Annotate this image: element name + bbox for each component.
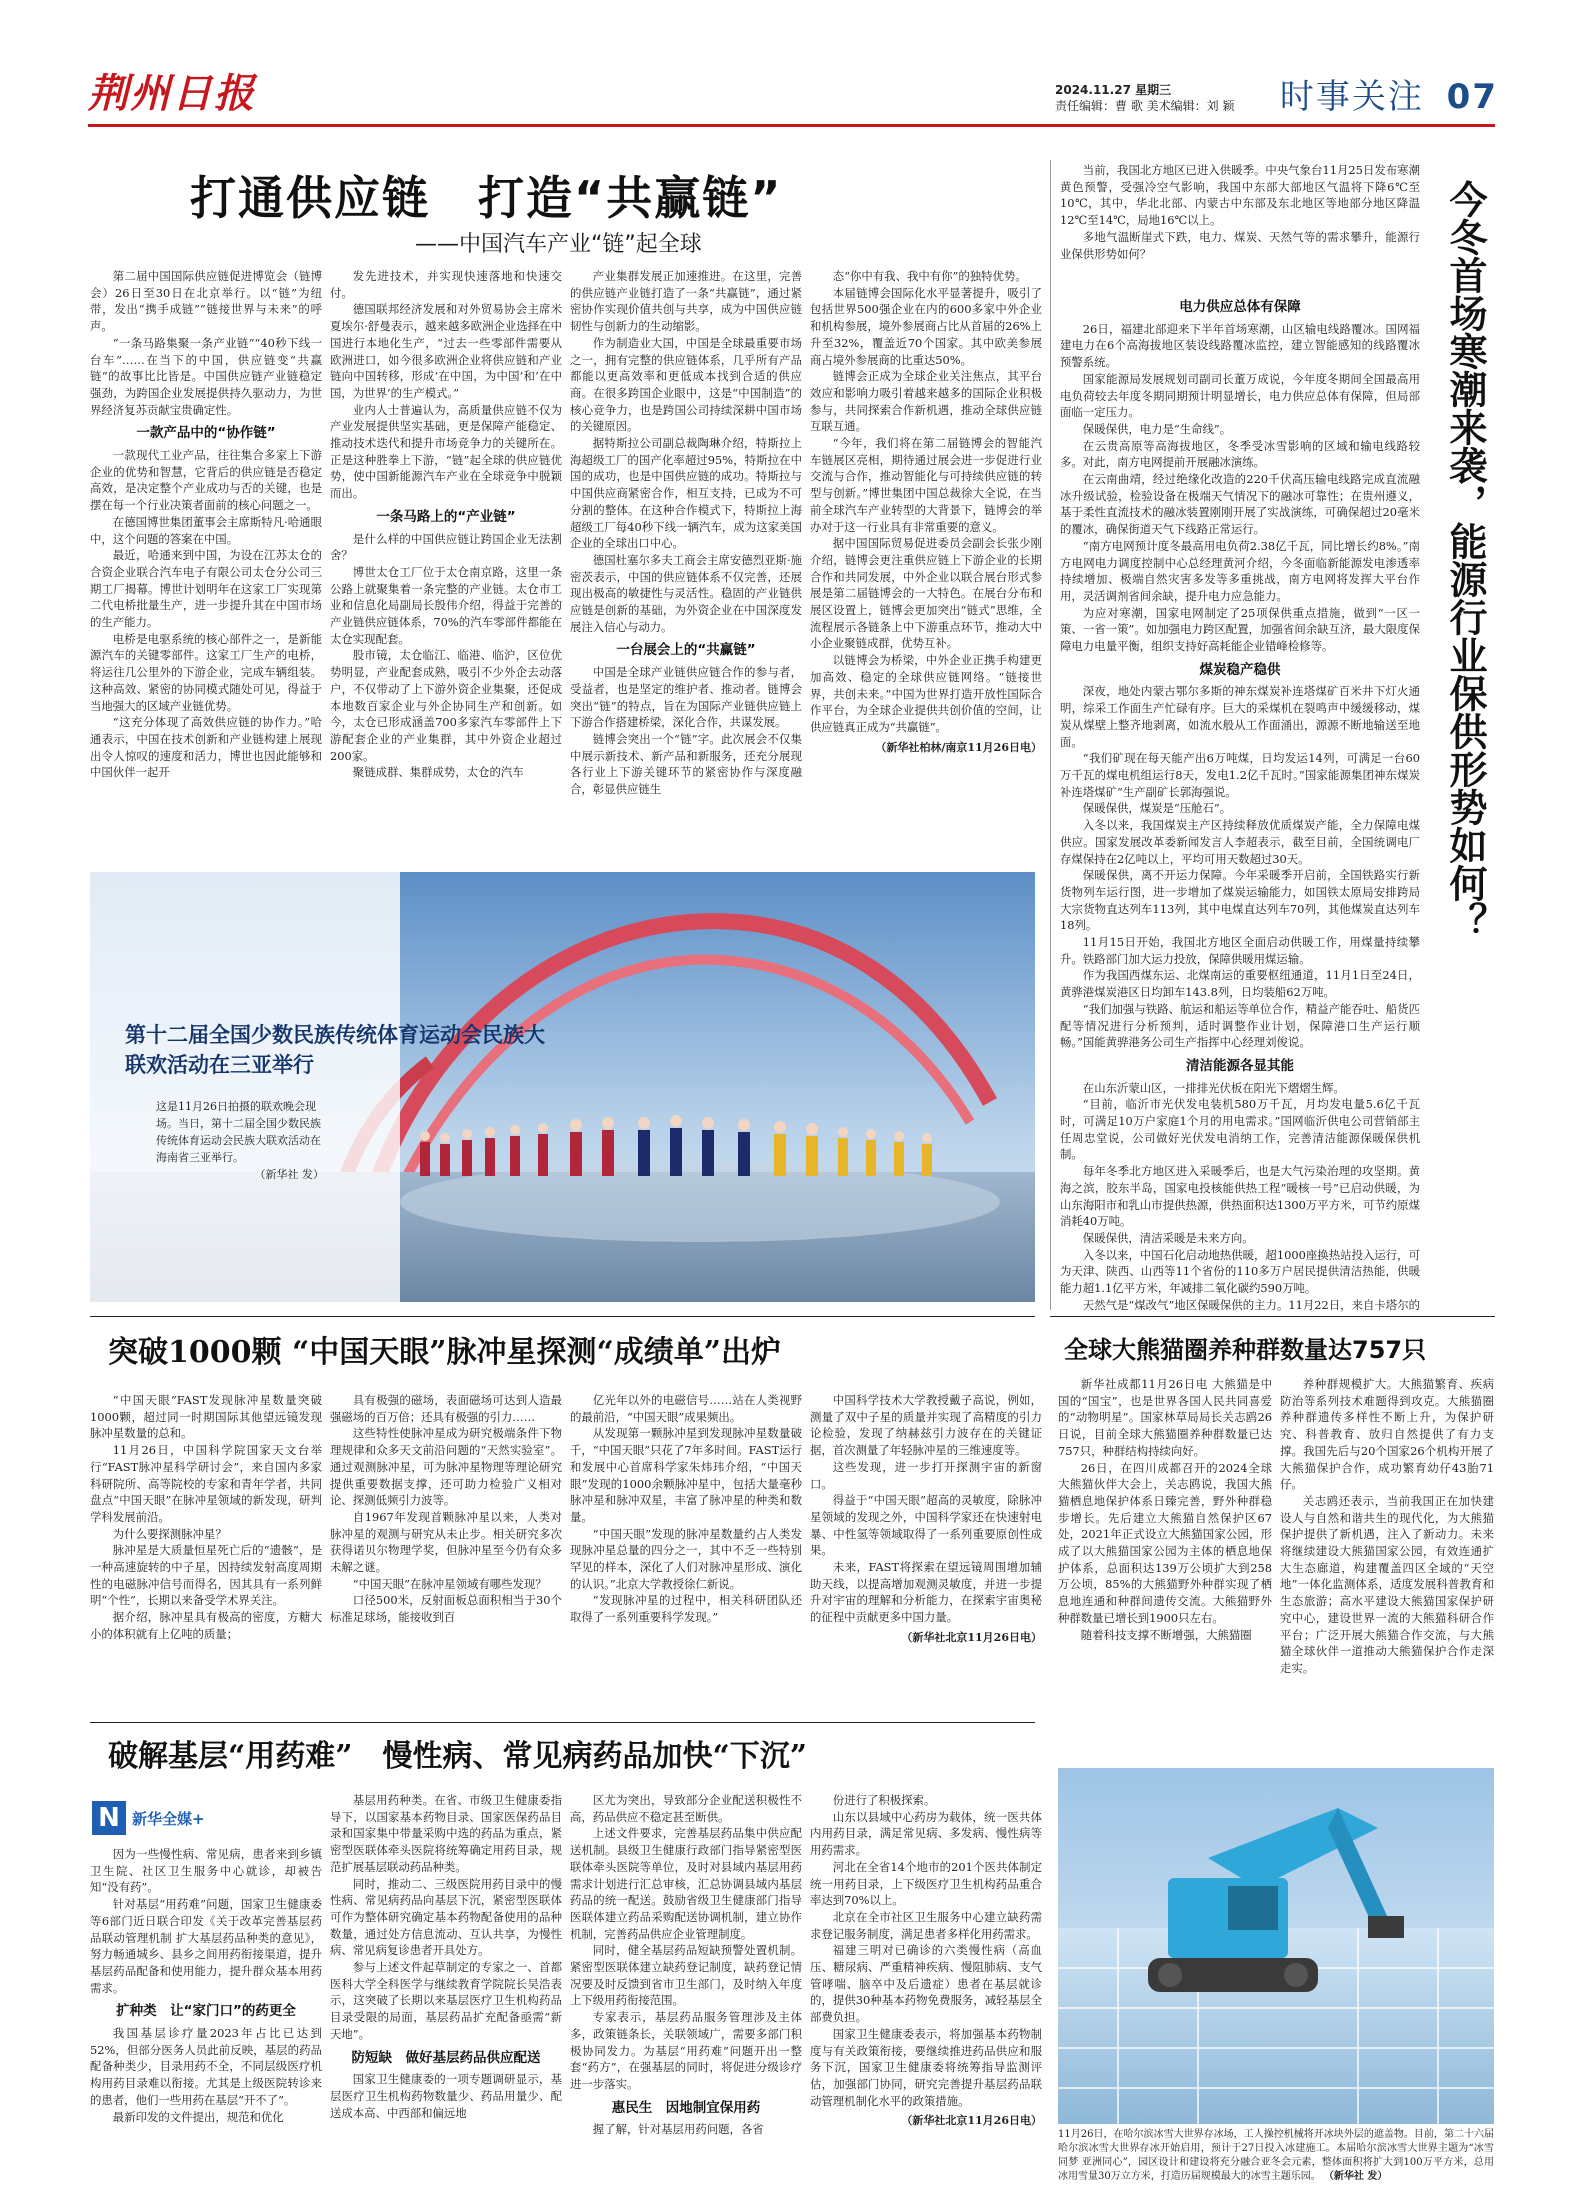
paragraph: 专家表示，基层药品服务管理涉及主体多，政策链条长，关联领域广，需要多部门积极协同发力。为基层“用药难”问题开出一整套“药方”，在强基层的同时，将促进分级诊疗进一步落实。 (570, 2010, 802, 2091)
paragraph: 同时，推动二、三级医院用药目录中的慢性病、常见病药品向基层下沉，紧密型医联体可作为整体研究确定基本药物配备使用的品种数量，通过处方信息流动、互认共享，为慢性病、常见病复诊患者开具处方。 (330, 1876, 562, 1958)
photo1-title: 第十二届全国少数民族传统体育运动会民族大联欢活动在三亚举行 (125, 1022, 545, 1077)
article2-subhead-1: 电力供应总体有保障 (1179, 299, 1301, 315)
divider (1050, 1316, 1495, 1317)
paragraph: 一款现代工业产品，往往集合多家上下游企业的优势和智慧，它背后的供应链是否稳定高效，是决定整个产业成功与否的关键，也是摆在每一个行业决策者面前的核心问题之一。 (90, 448, 322, 513)
column-divider (1050, 160, 1051, 1310)
editors-line: 责任编辑：曹 歌 美术编辑：刘 颖 (1055, 99, 1235, 113)
article5-column-1 (90, 1846, 322, 2136)
paragraph: 26日，在四川成都召开的2024全球大熊猫伙伴大会上，关志鸥说，我国大熊猫栖息地保护体系日臻完善，野外种群稳步增长。先后建立大熊猫自然保护区67处，2021年正式设立大熊猫国家公园，形成了以大熊猫国家公园为主体的栖息地保护体系，总面积达139万公顷扩大到258万公顷，85%的大熊猫野外种群实现了栖息地连通和种群间遗传交流。大熊猫野外种群数量已增长到1900只左右。 (1058, 1460, 1272, 1625)
article2-body (1060, 292, 1420, 1312)
article5-subhead-3: 惠民生 因地制宜保用药 (611, 2099, 761, 2116)
page-number: 07 (1446, 77, 1498, 117)
article3-credit: （新华社北京11月26日电） (901, 1630, 1042, 1644)
paragraph: 中国科学技术大学教授戴子高说，例如，测量了双中子星的质量并实现了高精度的引力论检验，发现了纳赫兹引力波存在的关键证据，首次测量了年轻脉冲星的三维速度等。 (810, 1393, 1042, 1458)
paragraph: “发现脉冲星的过程中，相关科研团队还取得了一系列重要科学发现。” (570, 1593, 802, 1625)
paragraph: 本届链博会国际化水平显著提升，吸引了包括世界500强企业在内的600多家中外企业和机构参展，境外参展商占比从首届的26%上升至32%，覆盖近70个国家。其中欧美参展商占境外参展商的比重达50%。 (810, 285, 1042, 367)
paragraph: 山东以县域中心药房为载体，统一医共体内用药目录，满足常见病、多发病、慢性病等用药需求。 (810, 1809, 1042, 1858)
paragraph: “中国天眼”在脉冲星领域有哪些发现？ (352, 1576, 547, 1591)
xinhua-brand: 新华全媒+ (132, 1809, 205, 1828)
paragraph: 未来，FAST将探索在望远镜周围增加辅助天线，以提高增加观测灵敏度，并进一步提升对宇宙的理解和分析能力，在探索宇宙奥秘的征程中贡献更多中国力量。 (810, 1560, 1042, 1625)
paragraph: 最近，哈通来到中国，为设在江苏太仓的合资企业联合汽车电子有限公司太仓分公司三期工厂揭幕。博世计划明年在这家工厂实现第二代电桥批量生产，进一步提升其在中国市场的生产能力。 (90, 548, 322, 630)
paragraph: “中国天眼”FAST发现脉冲星数量突破1000颗，超过同一时期国际其他望远镜发现脉冲星数量的总和。 (90, 1393, 322, 1441)
masthead-meta (1055, 82, 1235, 114)
photo1-caption (156, 1098, 324, 1183)
paragraph: 11月15日开始，我国北方地区全面启动供暖工作，用煤量持续攀升。铁路部门加大运力投放，保障供暖用煤运输。 (1060, 935, 1420, 966)
paragraph: 在德国博世集团董事会主席斯特凡·哈通眼中，这个问题的答案在中国。 (90, 514, 322, 546)
divider (90, 1316, 1035, 1317)
masthead-logo: 荆州日报 (88, 70, 256, 117)
photo1-caption-text: 这是11月26日拍摄的联欢晚会现场。当日，第十二届全国少数民族传统体育运动会民族大联欢活动在海南省三亚举行。 (156, 1100, 321, 1164)
article2-title: 今冬首场寒潮来袭，能源行业保供形势如何？ (1443, 180, 1487, 940)
paragraph: “这充分体现了高效供应链的协作力。”哈通表示，中国在技术创新和产业链构建上展现出令人惊叹的速度和活力，博世也因此能够和中国伙伴一起开 (90, 715, 322, 780)
excavator-ice-illustration (1058, 1768, 1494, 2124)
photo1-credit: （新华社 发） (254, 1168, 324, 1181)
article3-column-4 (810, 1392, 1042, 1720)
paragraph: 具有极强的磁场，表面磁场可达到人造最强磁场的百万倍；还具有极强的引力…… (330, 1393, 562, 1424)
paragraph: 德国杜塞尔多夫工商会主席安德烈亚斯·施密茨表示，中国的供应链体系不仅完善，还展现出极高的敏捷性与灵活性。稳固的产业链供应链是创新的基础，为外资企业在中国深度发展注入信心与动力。 (570, 552, 802, 634)
article1-column-3 (570, 268, 802, 858)
section-title: 时事关注 (1279, 77, 1424, 117)
paragraph: 北京在全市社区卫生服务中心建立缺药需求登记服务制度，满足患者多样化用药需求。 (810, 1909, 1042, 1941)
article1-subhead-1: 一款产品中的“协作链” (136, 425, 276, 442)
paragraph: 产业集群发展正加速推进。在这里，完善的供应链产业链打造了一条“共赢链”，通过紧密协作实现价值共创与共享，成为中国供应链韧性与创新力的生动缩影。 (570, 269, 802, 334)
paragraph: 11月26日，中国科学院国家天文台举行“FAST脉冲星科学研讨会”，来自国内多家科研院所、高等院校的专家和青年学者，共同盘点“中国天眼”在脉冲星领域的新发现，研判学科发展前沿。 (90, 1443, 322, 1524)
paragraph: 随着科技支撑不断增强，大熊猫圈 (1080, 1627, 1252, 1642)
paragraph: 自1967年发现首颗脉冲星以来，人类对脉冲星的观测与研究从未止步。相关研究多次获得诺贝尔物理学奖，但脉冲星至今仍有众多未解之谜。 (330, 1509, 562, 1575)
paragraph: “中国天眼”发现的脉冲星数量约占人类发现脉冲星总量的四分之一，其中不乏一些特别罕见的样本，深化了人们对脉冲星形成、演化的认识。”北京大学教授徐仁新说。 (570, 1526, 802, 1591)
photo2-caption-text: 11月26日，在哈尔滨冰雪大世界存冰场，工人操控机械将开冰块外层的遮盖物。目前，第二十六届哈尔滨冰雪大世界存冰开始启用，预计于27日投入冰建施工。本届哈尔滨冰雪大世界主题为“冰雪同梦 亚洲同心”，园区设计和建设将充分融合亚冬会元素，整体面积将扩大到100万平方米，总用冰用雪量30万立方米，打造历届规模最大的冰雪主题乐园。 (1058, 2129, 1494, 2182)
paragraph: 这些发现，进一步打开探测宇宙的新窗口。 (810, 1459, 1042, 1491)
paragraph: 德国联邦经济发展和对外贸易协会主席米夏埃尔·舒曼表示，越来越多欧洲企业选择在中国进行本地化生产，“过去一些零部件需要从欧洲进口，如今很多欧洲企业将供应链和产业链向中国转移，形成‘在中国，为中国’和‘在中国，为世界’的生产模式。” (330, 302, 562, 400)
paragraph: 第二届中国国际供应链促进博览会（链博会）26日至30日在北京举行。以“链”为纽带，发出“携手成链”“链接世界与未来”的呼声。 (90, 269, 322, 334)
article5-column-4 (810, 1792, 1042, 2136)
paragraph: 链博会突出一个“链”字。此次展会不仅集中展示新技术、新产品和新服务，还充分展现各行业上下游关键环节的紧密协作与深度融合，彰显供应链生 (570, 731, 802, 797)
paragraph: 电桥是电驱系统的核心部件之一，是新能源汽车的关键零部件。这家工厂生产的电桥，将运往几公里外的下游企业，完成车辆组装。这种高效、紧密的协同模式随处可见，得益于当地强大的区域产业链优势。 (90, 631, 322, 713)
paragraph: “一条马路集聚一条产业链”“40秒下线一台车”……在当下的中国，供应链变“共赢链”的故事比比皆是。中国供应链产业链稳定强劲，为跨国企业发展提供持久驱动力，为世界经济复苏贡献宝贵确定性。 (90, 335, 322, 417)
paragraph: 多地气温断崖式下跌，电力、煤炭、天然气等的需求攀升，能源行业保供形势如何？ (1060, 229, 1420, 261)
paragraph: 保暖保供，煤炭是“压舱石”。 (1082, 801, 1232, 816)
article2-subhead-2: 煤炭稳产稳供 (1199, 661, 1281, 678)
paragraph: 我国基层诊疗量2023年占比已达到52%，但部分医务人员此前反映，基层的药品配备种类少，目录用药不全，不同层级医疗机构用药目录难以衔接。尤其是上级医院转诊来的患者，他们一些用药在基层“开不了”。 (90, 2026, 322, 2107)
paragraph: 聚链成群、集群成势，太仓的汽车 (352, 765, 524, 780)
paragraph: 在云南曲靖，经过绝缘化改造的220千伏高压输电线路完成直流融冰升级试验，检验设备在极端天气情况下的融冰可靠性；在贵州遵义，基于柔性直流技术的融冰装置刚刚开展了实战演练，可确保超过20毫米的覆冰，确保街道天气下线路正常运行。 (1060, 472, 1420, 537)
paragraph: 股市镜，太仓临江、临港、临沪，区位优势明显，产业配套成熟，吸引不少外企去动落户，不仅带动了上下游外资企业集聚，还促成本地数百家企业与外企协同生产和创新。如今，太仓已形成涵盖700多家汽车零部件上下游配套企业的产业集群，其中外资企业超过200家。 (330, 648, 562, 763)
paragraph: 握了解，针对基层用药问题，各省 (592, 2122, 764, 2136)
section-header (1258, 72, 1498, 122)
article4-title: 全球大熊猫圈养种群数量达757只 (1064, 1336, 1427, 1364)
article2-subhead-3: 清洁能源各显其能 (1186, 1057, 1294, 1074)
news-n-icon: N (92, 1801, 126, 1835)
paragraph: 口径500米，反射面板总面积相当于30个标准足球场，能接收到百 (330, 1593, 562, 1625)
paragraph: 以链博会为桥梁，中外企业正携手构建更加高效、稳定的全球供应链网络。“链接世界，共创未来。”中国为世界打造开放性国际合作平台，为全球企业提供共创价值的空间，让供应链真正成为“共赢链”。 (810, 653, 1042, 734)
paragraph: 发先进技术，并实现快速落地和快速交付。 (330, 269, 562, 300)
paragraph: 亿光年以外的电磁信号……站在人类视野的最前沿，“中国天眼”成果频出。 (570, 1393, 802, 1424)
article5-subhead-1: 扩种类 让“家门口”的药更全 (116, 2003, 296, 2020)
paragraph: 保暖保供，电力是“生命线”。 (1082, 421, 1232, 436)
paragraph: 26日，福建北部迎来下半年首场寒潮，山区输电线路覆冰。国网福建电力在6个高海拔地区装设线路覆冰监控，建立智能感知的线路覆冰预警系统。 (1060, 321, 1420, 370)
paragraph: 据介绍，脉冲星具有极高的密度，方糖大小的体积就有上亿吨的质量； (90, 1610, 322, 1641)
paragraph: “我们加强与铁路、航运和船运等单位合作，精益产能吞吐、船货匹配等情况进行分析预判，适时调整作业计划，保障港口生产运行顺畅。”国能黄骅港务公司生产指挥中心经理刘俊说。 (1060, 1001, 1420, 1050)
paragraph: 为什么要探测脉冲星？ (112, 1526, 227, 1541)
paragraph: 天然气是“煤改气”地区保暖保供的主力。11月22日，来自卡塔尔的 (1082, 1297, 1420, 1312)
article5-subhead-2: 防短缺 做好基层药品供应配送 (351, 2049, 541, 2066)
ethnic-games-photo (90, 872, 1035, 1302)
harbin-ice-photo (1058, 1768, 1494, 2124)
article2-intro (1060, 162, 1420, 287)
paragraph: 国家卫生健康委表示，将加强基本药物制度与有关政策衔接，要继续推进药品供应和服务下沉，国家卫生健康委将统筹指导监测评估，加强部门协同，研究完善提升基层药品联动管理机制化水平的政策措施。 (810, 2026, 1042, 2108)
paragraph: 是什么样的中国供应链让跨国企业无法割舍？ (330, 531, 562, 563)
paragraph: 这些特性使脉冲星成为研究极端条件下物理规律和众多天文前沿问题的“天然实验室”。通过观测脉冲星，可为脉冲星物理等理论研究提供重要数据支撑，还可助力检验广义相对论、探测低频引力波等。 (330, 1426, 562, 1508)
paragraph: 得益于“中国天眼”超高的灵敏度，除脉冲星领域的发现之外，中国科学家还在快速射电暴、中性氢等领域取得了一系列重要原创性成果。 (810, 1493, 1042, 1558)
article1-subhead-3: 一台展会上的“共赢链” (616, 642, 756, 659)
paragraph: 入冬以来，中国石化启动地热供暖，超1000座换热站投入运行，可为天津、陕西、山西等11个省份的110多万户居民提供清洁热能，供暖能力超1.1亿平方米，年减排二氧化碳约590万吨。 (1060, 1247, 1420, 1296)
paragraph: 福建三明对已确诊的六类慢性病（高血压、糖尿病、严重精神疾病、慢阻肺病、支气管哮喘、脑卒中及后遗症）患者在基层就诊的，提供30种基本药物免费服务，减轻基层全部费负担。 (810, 1943, 1042, 2025)
article1-subhead-2: 一条马路上的“产业链” (376, 508, 516, 525)
article3-column-2 (330, 1392, 562, 1720)
paragraph: 据特斯拉公司副总裁陶琳介绍，特斯拉上海超级工厂的国产化率超过95%，特斯拉在中国的成功，也是中国供应链的成功。特斯拉与中国供应商紧密合作，相互支持，已成为不可分割的整体。在这种合作模式下，特斯拉上海超级工厂每40秒下线一辆汽车，成为这家美国企业的全球出口中心。 (570, 436, 802, 551)
article3-title: 突破1000颗 “中国天眼”脉冲星探测“成绩单”出炉 (108, 1335, 781, 1370)
photo2-credit: （新华社 发） (1323, 2171, 1388, 2182)
paragraph: “目前，临沂市光伏发电装机580万千瓦，月均发电量5.6亿千瓦时，可满足10万户家庭1个月的用电需求。”国网临沂供电公司营销部主任周忠堂说，公司做好光伏发电消纳工作，完善清洁能源保暖保供机制。 (1060, 1097, 1420, 1162)
divider (90, 1722, 1035, 1723)
xinhua-media-logo (92, 1796, 320, 1840)
paragraph: 区尤为突出，导致部分企业配送积极性不高，药品供应不稳定甚至断供。 (570, 1793, 802, 1824)
masthead-rule (88, 124, 1495, 127)
article5-title: 破解基层“用药难” 慢性病、常见病药品加快“下沉” (108, 1739, 808, 1774)
paragraph: 在云贵高原等高海拔地区，冬季受冰雪影响的区域和输电线路较多。对此，南方电网提前开展融冰演练。 (1060, 438, 1420, 470)
paragraph: 同时，健全基层药品短缺预警处置机制。紧密型医联体建立缺药登记制度，缺药登记情况要及时反馈到省市卫生部门，及时纳入年度上下级用药衔接范围。 (570, 1943, 802, 2008)
article3-column-1 (90, 1392, 322, 1720)
article1-column-4 (810, 268, 1042, 858)
article4-column-2 (1280, 1376, 1494, 1760)
paragraph: 国家卫生健康委的一项专题调研显示，基层医疗卫生机构药物数量少、药品用量少、配送成本高、中西部和偏远地 (330, 2072, 562, 2120)
paragraph: 作为我国西煤东运、北煤南运的重要枢纽通道，11月1日至24日，黄骅港煤炭港区日均卸车143.8列，日均装船62万吨。 (1060, 968, 1420, 1000)
paragraph: 基层用药种类。在省、市级卫生健康委指导下，以国家基本药物目录、国家医保药品目录和国家集中带量采购中选的药品为重点，紧密型医联体牵头医院将统筹确定用药目录，规范扩展基层联动药品种类。 (330, 1793, 562, 1874)
paragraph: 脉冲星是大质量恒星死亡后的“遗骸”，是一种高速旋转的中子星，因持续发射高度周期性的电磁脉冲信号而得名，因其具有一系列鲜明“个性”，长期以来备受学术界关注。 (90, 1543, 322, 1608)
paragraph: 保暖保供，离不开运力保障。今年采暖季开启前，全国铁路实行新货物列车运行图，进一步增加了煤炭运输能力，如国铁太原局安排跨局大宗货物直达列车113列，其中电煤直达列车70列，其他煤炭直达列车18列。 (1060, 868, 1420, 933)
paragraph: 针对基层“用药难”问题，国家卫生健康委等6部门近日联合印发《关于改革完善基层药品联动管理机制 扩大基层药品种类的意见》，努力畅通城乡、县乡之间用药衔接渠道，提升基层药品配备和使用能力，提升群众基本用药需求。 (90, 1897, 322, 1995)
article1-column-2 (330, 268, 562, 858)
paragraph: 博世太仓工厂位于太仓南京路，这里一条公路上就聚集着一条完整的产业链。太仓市工业和信息化局副局长殷伟介绍，得益于完善的产业链供应链体系，70%的汽车零部件都能在太仓实现配套。 (330, 564, 562, 646)
paragraph: 据中国国际贸易促进委员会副会长张少刚介绍，链博会更注重供应链上下游企业的长期合作和共同发展，中外企业以联合展台形式参展是第二届链博会的一大特色。在展台分布和展区设置上，链博会更加突出“链式”思维，全流程展示各链条上中下游重点环节，推动大中小企业聚链成群，优势互补。 (810, 536, 1042, 651)
paragraph: 深夜，地处内蒙古鄂尔多斯的神东煤炭补连塔煤矿百米井下灯火通明，综采工作面生产忙碌有序。巨大的采煤机在裂鸣声中缓缓移动，煤炭从煤壁上整齐地剥离，如流水般从工作面涌出，源源不断地输送至地面。 (1060, 684, 1420, 749)
issue-date: 2024.11.27 星期三 (1055, 83, 1172, 97)
paragraph: 中国是全球产业链供应链合作的参与者，受益者，也是坚定的维护者、推动者。链博会突出“链”的特点，旨在为国际产业链供应链上下游合作搭建桥梁，深化合作，共谋发展。 (570, 665, 802, 730)
article1-credit: （新华社柏林/南京11月26日电） (875, 740, 1042, 754)
paragraph: 因为一些慢性病、常见病，患者来到乡镇卫生院、社区卫生服务中心就诊，却被告知“没有药”。 (90, 1847, 322, 1895)
paragraph: 保暖保供，清洁采暖是未来方向。 (1082, 1230, 1254, 1245)
paragraph: 河北在全省14个地市的201个医共体制定统一用药目录，上下级医疗卫生机构药品重合率达到70%以上。 (810, 1859, 1042, 1908)
article5-column-3 (570, 1792, 802, 2136)
ethnic-games-illustration (90, 872, 1035, 1302)
paragraph: 从发现第一颗脉冲星到发现脉冲星数量破千，“中国天眼”只花了7年多时间。FAST运行和发展中心首席科学家朱炜玮介绍，“中国天眼”发现的1000余颗脉冲星中，包括大量毫秒脉冲星和脉冲双星，丰富了脉冲星的种类和数量。 (570, 1426, 802, 1524)
paragraph: 新华社成都11月26日电 大熊猫是中国的“国宝”，也是世界各国人民共同喜爱的“动物明星”。国家林草局局长关志鸥26日说，目前全球大熊猫圈养种群数量已达757只，种群结构持续向好。 (1058, 1377, 1272, 1458)
article1-title: 打通供应链 打造“共赢链” (190, 171, 783, 225)
paragraph: 养种群规模扩大。大熊猫繁育、疾病防治等系列技术难题得到攻克。大熊猫圈养种群遗传多样性不断上升，为保护研究、科普教育、放归自然提供了有力支撑。我国先后与20个国家26个机构开展了大熊猫保护合作，成功繁育幼仔43胎71仔。 (1280, 1377, 1494, 1492)
paragraph: 关志鸥还表示，当前我国正在加快建设人与自然和谐共生的现代化，为大熊猫保护提供了新机遇，注入了新动力。未来将继续建设大熊猫国家公园，有效连通扩大生态廊道，构建覆盖四区全域的“天空地”一体化监测体系，适度发展科普教育和生态旅游；高水平建设大熊猫国家保护研究中心，建设世界一流的大熊猫科研合作平台；广泛开展大熊猫合作交流，与大熊猫全球伙伴一道推动大熊猫保护合作走深走实。 (1280, 1493, 1494, 1675)
paragraph: 入冬以来，我国煤炭主产区持续释放优质煤炭产能，全力保障电煤供应。国家发展改革委新闻发言人李超表示，截至目前，全国统调电厂存煤保持在2亿吨以上，平均可用天数超过30天。 (1060, 818, 1420, 866)
paragraph: 态“你中有我、我中有你”的独特优势。 (832, 269, 1027, 283)
paragraph: 参与上述文件起草制定的专家之一、首都医科大学全科医学与继续教育学院院长吴浩表示，这突破了长期以来基层医疗卫生机构药品目录受限的局面，基层药品扩充配备亟需“新天地”。 (330, 1960, 562, 2041)
paragraph: 上述文件要求，完善基层药品集中供应配送机制。县级卫生健康行政部门指导紧密型医联体牵头医院等单位，及时对县域内基层用药需求计划进行汇总审核，汇总协调县域内基层药品的统一配送。鼓励省级卫生健康部门指导医联体建立药品采购配送协调机制，建立协作机制，完善药品供应企业管理制度。 (570, 1826, 802, 1941)
article1-subtitle: ——中国汽车产业“链”起全球 (415, 232, 702, 257)
paragraph: 份进行了积极探索。 (832, 1793, 936, 1807)
paragraph: “我们矿现在每天能产出6万吨煤，日均发运14列，可满足一台60万千瓦的煤电机组运行8天，发电1.2亿千瓦时。”国家能源集团神东煤炭补连塔煤矿“生产副矿长郭海强说。 (1060, 751, 1420, 799)
paragraph: 链博会正成为全球企业关注焦点，其平台效应和影响力吸引着越来越多的国际企业积极参与，共同探索合作新机遇，推动全球供应链互联互通。 (810, 369, 1042, 434)
paragraph: 国家能源局发展规划司副司长董万成说，今年度冬期间全国最高用电负荷较去年度冬期同期预计明显增长，电力供应总体有保障，但局部面临一定压力。 (1060, 371, 1420, 420)
paragraph: “南方电网预计度冬最高用电负荷2.38亿千瓦，同比增长约8%。”南方电网电力调度控制中心总经理黄河介绍，今冬面临新能源发电渗透率持续增加、极端自然灾害多发等多重挑战，南方电网将发挥大平台作用，灵活调剂省间余缺，提升电力应急能力。 (1060, 538, 1420, 603)
paragraph: 业内人士普遍认为，高质量供应链不仅为产业发展提供坚实基础，更是保障产能稳定、推动技术迭代和提升市场竞争力的关键所在。正是这种胜拳上下游，“链”起全球的供应链优势，使中国新能源汽车产业在全球竞争中脱颖而出。 (330, 402, 562, 501)
photo2-caption (1058, 2128, 1494, 2184)
paragraph: 在山东沂蒙山区，一排排光伏板在阳光下熠熠生辉。 (1082, 1080, 1345, 1095)
article3-column-3 (570, 1392, 802, 1720)
paragraph: 最新印发的文件提出，规范和优化 (112, 2109, 284, 2124)
paragraph: 每年冬季北方地区进入采暖季后，也是大气污染治理的攻坚期。黄海之滨，胶东半岛，国家电投核能供热工程“暖核一号”已启动供暖，为山东海阳市和乳山市提供热源，供热面积达1300万平方米，可节约原煤消耗40万吨。 (1060, 1164, 1420, 1229)
article5-credit: （新华社北京11月26日电） (901, 2114, 1042, 2128)
paragraph: 为应对寒潮，国家电网制定了25项保供重点措施，做到“一区一策、一省一策”。如加强电力跨区配置，加强省间余缺互济，最大限度保障电力电量平衡，组织支持好高耗能企业错峰检修等。 (1060, 605, 1420, 654)
article5-column-2 (330, 1792, 562, 2136)
article1-column-1 (90, 268, 322, 858)
article4-column-1 (1058, 1376, 1272, 1760)
paragraph: 作为制造业大国，中国是全球最重要市场之一，拥有完整的供应链体系，几乎所有产品都能以更高效率和更低成本找到合适的供应商。在很多跨国企业眼中，这是“中国制造”的核心竞争力，也是跨国公司持续深耕中国市场的关键原因。 (570, 335, 802, 434)
paragraph: “今年，我们将在第二届链博会的智能汽车链展区亮相，期待通过展会进一步促进行业交流与合作，推动智能化与可持续供应链的转型与创新。”博世集团中国总裁徐大全说，在当前全球汽车产业转型的大背景下，链博会的举办对于这一行业具有非常重要的意义。 (810, 436, 1042, 534)
paragraph: 当前，我国北方地区已进入供暖季。中央气象台11月25日发布寒潮黄色预警，受强冷空气影响，我国中东部大部地区气温将下降6℃至10℃，其中，华北北部、内蒙古中东部及东北地区等地部分地区降温12℃至14℃，局地16℃以上。 (1060, 163, 1420, 228)
